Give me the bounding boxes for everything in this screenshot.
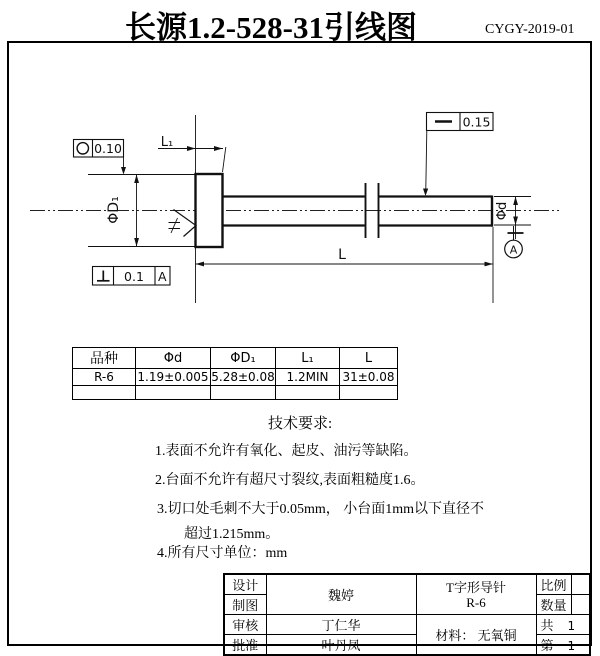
- tech-requirement-item-continuation: 超过1.215mm。: [184, 527, 280, 542]
- titleblock-quantity-value: [571, 595, 590, 615]
- cell-phi-d: 1.19±0.005: [137, 370, 209, 384]
- titleblock-sheet-page: [536, 635, 590, 656]
- perpendicularity-datum: A: [158, 269, 167, 284]
- table-row: [73, 369, 398, 386]
- datum-a-label: A: [509, 243, 518, 257]
- tech-requirements-title: 技术要求:: [268, 416, 333, 432]
- titleblock-review-label: 审核: [224, 615, 266, 635]
- titleblock-designer-name: 魏婷: [266, 574, 416, 615]
- titleblock-reviewer-name: 丁仁华: [266, 615, 416, 635]
- sheet-total-label: 共: [540, 618, 554, 633]
- table-row-empty: [73, 386, 398, 400]
- pin-shaft: [222, 196, 492, 227]
- tech-requirement-item: 2.台面不允许有超尺寸裂纹,表面粗糙度1.6。: [155, 473, 425, 488]
- col-header-phi-d: Φd: [136, 348, 211, 369]
- sheet-page-label: 第: [540, 638, 554, 653]
- titleblock-scale-label: 比例: [536, 574, 571, 595]
- cell-phi-d1: 5.28±0.08: [211, 370, 275, 384]
- titleblock-design-label: 设计: [224, 574, 266, 595]
- title-block-row: [224, 574, 590, 595]
- titleblock-draft-label: 制图: [224, 595, 266, 615]
- product-model: R-6: [466, 594, 486, 610]
- product-name: T字形导针: [446, 579, 506, 595]
- pin-head: [196, 174, 223, 247]
- titleblock-approve-label: 批准: [224, 635, 266, 656]
- dim-l1: [158, 135, 223, 151]
- titleblock-product: [416, 574, 536, 615]
- dim-phi-d: [495, 197, 524, 240]
- titleblock-quantity-label: 数量: [536, 595, 571, 615]
- fcf-perpendicularity: [93, 267, 171, 286]
- doc-code: CYGY-2019-01: [485, 22, 575, 37]
- dim-l-label: L: [338, 247, 346, 263]
- empty-cell: [276, 386, 340, 400]
- titleblock-sheet-total: [536, 615, 590, 635]
- titleblock-material: 材料： 无氧铜: [416, 615, 536, 656]
- tech-requirement-item: 1.表面不允许有氧化、起皮、油污等缺陷。: [155, 444, 418, 459]
- dim-phi-d-label: Φd: [495, 201, 510, 221]
- col-header-variety: 品种: [73, 348, 136, 369]
- dim-phi-d1-label: ΦD₁: [106, 196, 122, 224]
- fcf-straightness: [423, 113, 493, 197]
- title-block: [223, 573, 591, 656]
- titleblock-scale-value: [571, 574, 590, 595]
- circularity-value: 0.10: [94, 140, 122, 156]
- datum-a-flag: [505, 226, 523, 258]
- cell-l: 31±0.08: [340, 369, 398, 386]
- dimension-table-header-row: [73, 348, 398, 369]
- empty-cell: [73, 386, 136, 400]
- perpendicularity-value: 0.1: [124, 269, 144, 284]
- cell-l1: 1.2MIN: [276, 369, 340, 386]
- titleblock-approver-name: 叶丹凤: [266, 635, 416, 656]
- empty-cell: [211, 386, 276, 400]
- empty-cell: [340, 386, 398, 400]
- col-header-phi-d1: ΦD₁: [211, 348, 276, 369]
- fcf-circularity: [74, 140, 127, 175]
- surface-roughness-icon: [169, 210, 197, 237]
- tech-requirement-item: 4.所有尺寸单位：mm: [157, 546, 288, 561]
- dimension-table: [72, 347, 398, 400]
- col-header-l: L: [340, 348, 398, 369]
- cell-variety: R-6: [73, 369, 136, 386]
- sheet-total-value: 1: [567, 619, 576, 633]
- dim-l: [196, 247, 494, 266]
- tech-requirement-item: 3.切口处毛刺不大于0.05mm， 小台面1mm以下直径不: [157, 502, 485, 517]
- drawing-title: 长源1.2-528-31引线图: [125, 10, 417, 45]
- title-block-row: [224, 635, 590, 656]
- title-block-row: [224, 615, 590, 635]
- empty-cell: [136, 386, 211, 400]
- dim-l1-label: L₁: [160, 135, 174, 150]
- straightness-value: 0.15: [462, 114, 491, 130]
- col-header-l1: L₁: [276, 348, 340, 369]
- sheet-page-value: 1: [567, 639, 576, 653]
